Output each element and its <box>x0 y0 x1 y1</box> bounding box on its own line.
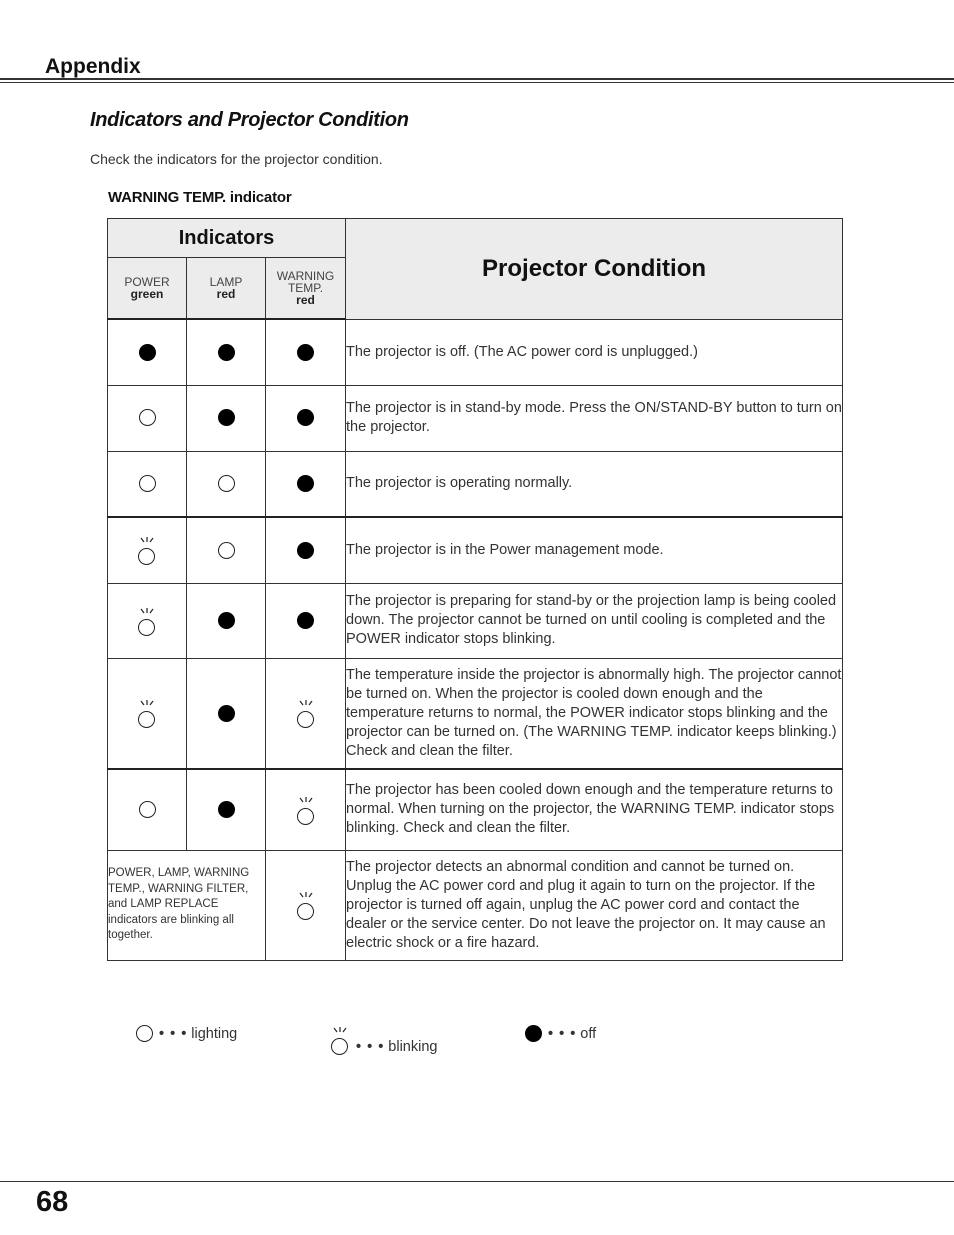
warning-temp-off-icon <box>297 475 314 492</box>
warning-temp-indicator-cell <box>266 658 346 769</box>
indicators-header: Indicators <box>108 219 346 258</box>
table-row <box>108 319 843 385</box>
table-row <box>108 769 843 850</box>
warning-temp-indicator-cell <box>266 451 346 517</box>
table-row <box>108 658 843 769</box>
power-indicator-cell <box>108 451 187 517</box>
legend-dots: • • • <box>159 1026 188 1042</box>
appendix-heading: Appendix <box>45 55 141 78</box>
header-rule <box>0 78 954 80</box>
power-indicator-cell <box>108 769 187 850</box>
warning-temp-blinking-icon <box>296 698 316 728</box>
warning-temp-blinking-icon <box>296 795 316 825</box>
table-row <box>108 451 843 517</box>
legend-dots: • • • <box>356 1039 385 1055</box>
legend-dots: • • • <box>548 1026 577 1042</box>
warning-temp-indicator-cell <box>266 769 346 850</box>
power-lighting-icon <box>139 409 156 426</box>
power-lighting-icon <box>139 475 156 492</box>
legend-off <box>525 1025 596 1042</box>
power-indicator-cell <box>108 385 187 451</box>
warning-temp-off-icon <box>297 612 314 629</box>
warning-temp-indicator-cell <box>266 385 346 451</box>
all-blinking-note: POWER, LAMP, WARNING TEMP., WARNING FILTER, and LAMP REPLACE indicators are blinking all together. <box>108 850 266 960</box>
legend-lighting-label: lighting <box>191 1026 238 1042</box>
warning-color: red <box>296 293 315 307</box>
power-blinking-icon <box>137 606 157 636</box>
lamp-color: red <box>216 287 236 301</box>
lamp-indicator-cell <box>187 385 266 451</box>
warning-temp-off-icon <box>297 542 314 559</box>
power-blinking-icon <box>137 698 157 728</box>
condition-description: The projector is off. (The AC power cord is unplugged.) <box>346 319 843 385</box>
condition-description: The projector detects an abnormal condition and cannot be turned on. Unplug the AC power cord and plug it again to turn on the projector. If the projector is turned off again, unplug the AC power cord and contact the dealer or the service center. Do not leave the projector on. It may cause an electric shock or a fire hazard. <box>346 850 843 960</box>
power-indicator-cell <box>108 517 187 583</box>
power-off-icon <box>139 344 156 361</box>
page-number: 68 <box>36 1186 69 1218</box>
power-indicator-cell <box>108 319 187 385</box>
warning-label: WARNING <box>276 269 335 283</box>
condition-description: The projector is in stand-by mode. Press the ON/STAND-BY button to turn on the projector. <box>346 385 843 451</box>
power-lighting-icon <box>139 801 156 818</box>
projector-condition-header: Projector Condition <box>346 219 843 320</box>
warning-temp-off-icon <box>297 344 314 361</box>
blinking-indicator-icon <box>330 1025 350 1055</box>
lamp-indicator-cell <box>187 451 266 517</box>
power-color: green <box>130 287 164 301</box>
lamp-off-icon <box>218 344 235 361</box>
condition-description: The projector has been cooled down enough and the temperature returns to normal. When turning on the projector, the WARNING TEMP. indicator stops blinking. Check and clean the filter. <box>346 769 843 850</box>
indicator-subheading: WARNING TEMP. indicator <box>108 189 292 206</box>
legend-blinking-label: blinking <box>388 1039 438 1055</box>
table-row <box>108 385 843 451</box>
warning-temp-column-header <box>266 258 346 320</box>
lamp-indicator-cell <box>187 517 266 583</box>
lamp-indicator-cell <box>187 769 266 850</box>
lamp-off-icon <box>218 409 235 426</box>
power-indicator-cell <box>108 658 187 769</box>
legend-blinking <box>330 1025 437 1055</box>
temp-label: TEMP. <box>287 281 324 295</box>
lamp-lighting-icon <box>218 475 235 492</box>
lamp-off-icon <box>218 705 235 722</box>
table-row <box>108 517 843 583</box>
power-column-header <box>108 258 187 320</box>
legend-lighting <box>136 1025 237 1042</box>
condition-description: The projector is preparing for stand-by or the projection lamp is being cooled down. The projector cannot be turned on until cooling is completed and the POWER indicator stops blinking. <box>346 583 843 658</box>
lamp-indicator-cell <box>187 319 266 385</box>
lamp-lighting-icon <box>218 542 235 559</box>
indicator-rows <box>108 319 843 960</box>
lamp-indicator-cell <box>187 658 266 769</box>
table-row <box>108 850 843 960</box>
intro-text: Check the indicators for the projector condition. <box>90 151 383 167</box>
lighting-indicator-icon <box>136 1025 153 1042</box>
condition-description: The projector is in the Power management mode. <box>346 517 843 583</box>
warning-temp-indicator-cell <box>266 583 346 658</box>
condition-description: The projector is operating normally. <box>346 451 843 517</box>
warning-temp-blinking-icon <box>296 890 316 920</box>
indicator-table <box>107 218 843 961</box>
lamp-column-header <box>187 258 266 320</box>
lamp-off-icon <box>218 612 235 629</box>
lamp-off-icon <box>218 801 235 818</box>
table-row <box>108 583 843 658</box>
power-label: POWER <box>124 275 170 289</box>
warning-temp-indicator-cell <box>266 319 346 385</box>
lamp-indicator-cell <box>187 583 266 658</box>
condition-description: The temperature inside the projector is abnormally high. The projector cannot be turned on. When the projector is cooled down enough and the temperature returns to normal, the POWER indicator stops blinking and the projector can be turned on. (The WARNING TEMP. indicator keeps blinking.) Check and clean the filter. <box>346 658 843 769</box>
warning-temp-indicator-cell <box>266 517 346 583</box>
legend-off-label: off <box>580 1026 597 1042</box>
section-title: Indicators and Projector Condition <box>90 109 409 131</box>
lamp-label: LAMP <box>209 275 243 289</box>
warning-temp-off-icon <box>297 409 314 426</box>
power-indicator-cell <box>108 583 187 658</box>
power-blinking-icon <box>137 535 157 565</box>
warning-temp-indicator-cell <box>266 850 346 960</box>
footer-rule <box>0 1181 954 1182</box>
off-indicator-icon <box>525 1025 542 1042</box>
header-rule-thin <box>0 82 954 83</box>
